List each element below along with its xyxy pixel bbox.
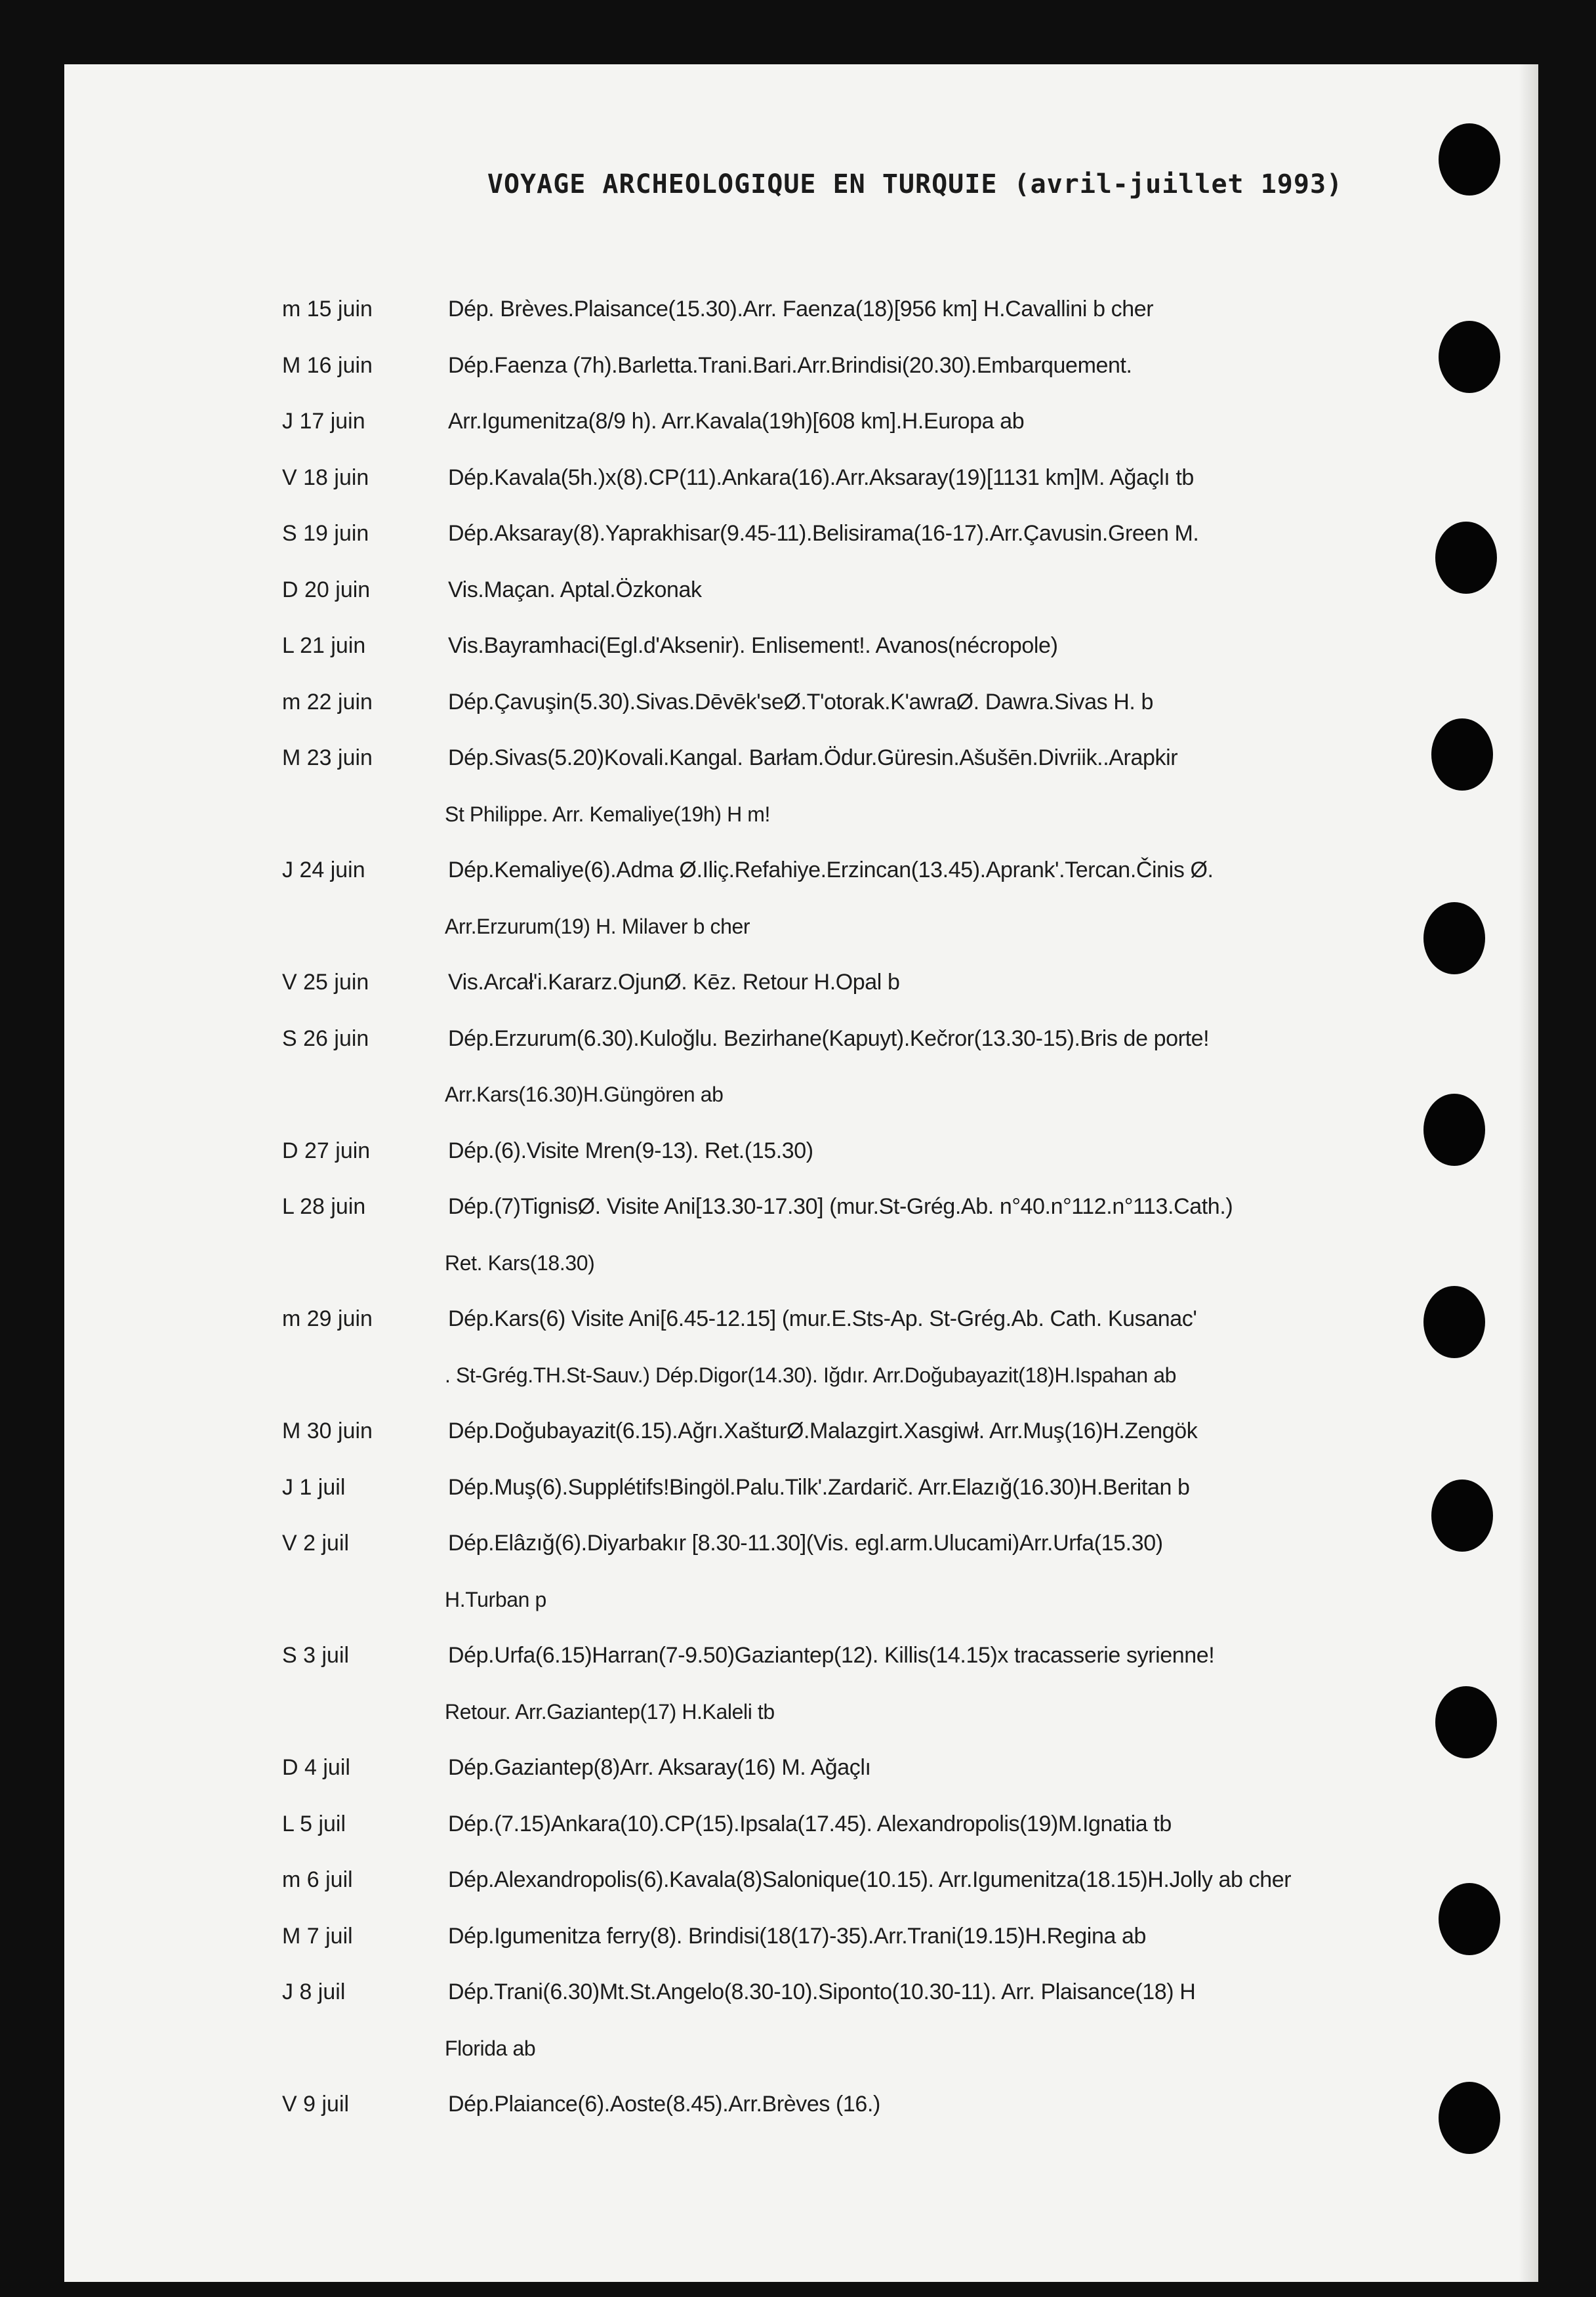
entry-text: Dép.Sivas(5.20)Kovali.Kangal. Barłam.Ödur.Güresin.Ašušēn.Divriik..Arapkir (448, 745, 1178, 770)
entry-text: Vis.Bayramhaci(Egl.d'Aksenir). Enlisement!. Avanos(nécropole) (448, 633, 1058, 658)
entry-date: J 17 juin (282, 409, 365, 434)
binder-hole (1435, 522, 1497, 594)
entry-text: Dép.Trani(6.30)Mt.St.Angelo(8.30-10).Siponto(10.30-11). Arr. Plaisance(18) H (448, 1979, 1196, 2004)
binder-hole (1439, 123, 1500, 196)
entry-date: L 21 juin (282, 633, 366, 658)
binder-hole (1423, 1094, 1485, 1166)
entry-text: Vis.Maçan. Aptal.Özkonak (448, 577, 702, 602)
entry-date: V 18 juin (282, 465, 369, 490)
entry-text: Dép.Kars(6) Visite Ani[6.45-12.15] (mur.E.Sts-Ap. St-Grég.Ab. Cath. Kusanac' (448, 1306, 1197, 1331)
entry-text: Dép.Doğubayazit(6.15).Ağrı.XašturØ.Malazgirt.Xasgiwł. Arr.Muş(16)H.Zengök (448, 1418, 1198, 1443)
entry-date: M 7 juil (282, 1923, 353, 1949)
entry-text: Arr.Igumenitza(8/9 h). Arr.Kavala(19h)[608 km].H.Europa ab (448, 409, 1025, 434)
entry-date: S 19 juin (282, 521, 369, 546)
binder-hole (1423, 902, 1485, 974)
binder-hole (1431, 718, 1493, 791)
entry-date: D 4 juil (282, 1755, 350, 1780)
entry-date: V 2 juil (282, 1531, 350, 1556)
entry-text: Dép.Elâzığ(6).Diyarbakır [8.30-11.30](Vis. egl.arm.Ulucami)Arr.Urfa(15.30) (448, 1531, 1163, 1556)
entry-text: Dép.(6).Visite Mren(9-13). Ret.(15.30) (448, 1138, 813, 1163)
entry-date: m 22 juin (282, 689, 373, 714)
entry-text: Dép.Aksaray(8).Yaprakhisar(9.45-11).Belisirama(16-17).Arr.Çavusin.Green M. (448, 521, 1199, 546)
entry-text: Dép.Igumenitza ferry(8). Brindisi(18(17)-35).Arr.Trani(19.15)H.Regina ab (448, 1923, 1147, 1949)
entry-date: S 3 juil (282, 1643, 350, 1668)
entry-text: Ret. Kars(18.30) (445, 1251, 595, 1275)
entry-date: J 1 juil (282, 1474, 346, 1500)
entry-text: . St-Grég.TH.St-Sauv.) Dép.Digor(14.30). Iğdır. Arr.Doğubayazit(18)H.Ispahan ab (445, 1363, 1176, 1387)
entry-text: Dép.(7.15)Ankara(10).CP(15).Ipsala(17.45). Alexandropolis(19)M.Ignatia tb (448, 1811, 1172, 1836)
entry-text: Dép.Kemaliye(6).Adma Ø.Iliç.Refahiye.Erzincan(13.45).Aprank'.Tercan.Činis Ø. (448, 858, 1214, 882)
entry-text: Dép.(7)TignisØ. Visite Ani[13.30-17.30] (mur.St-Grég.Ab. n°40.n°112.n°113.Cath.) (448, 1194, 1233, 1219)
entry-date: J 8 juil (282, 1979, 346, 2004)
entry-date: m 15 juin (282, 297, 373, 321)
entry-text: Dép.Erzurum(6.30).Kuloğlu. Bezirhane(Kapuyt).Kečror(13.30-15).Bris de porte! (448, 1025, 1210, 1051)
entry-text: Dép.Alexandropolis(6).Kavala(8)Salonique(10.15). Arr.Igumenitza(18.15)H.Jolly ab cher (448, 1867, 1292, 1892)
entry-text: St Philippe. Arr. Kemaliye(19h) H m! (445, 802, 771, 826)
entry-date: D 20 juin (282, 577, 371, 602)
entry-date: M 23 juin (282, 745, 373, 770)
entry-text: Dép.Urfa(6.15)Harran(7-9.50)Gaziantep(12). Killis(14.15)x tracasserie syrienne! (448, 1643, 1215, 1668)
sheet-edge-shadow (1519, 64, 1538, 2282)
entry-text: Dép.Gaziantep(8)Arr. Aksaray(16) M. Ağaçlı (448, 1755, 871, 1780)
entry-date: m 29 juin (282, 1306, 373, 1331)
entry-text: Arr.Kars(16.30)H.Güngören ab (445, 1083, 724, 1106)
binder-hole (1431, 1480, 1493, 1552)
entry-date: V 25 juin (282, 970, 369, 995)
entry-text: Dép. Brèves.Plaisance(15.30).Arr. Faenza(18)[956 km] H.Cavallini b cher (448, 297, 1154, 321)
document-title: VOYAGE ARCHEOLOGIQUE EN TURQUIE (avril-juillet 1993) (487, 169, 1343, 199)
entry-date: m 6 juil (282, 1867, 353, 1892)
binder-hole (1439, 321, 1500, 393)
entry-text: Dép.Faenza (7h).Barletta.Trani.Bari.Arr.Brindisi(20.30).Embarquement. (448, 352, 1132, 378)
entry-text: Dép.Plaiance(6).Aoste(8.45).Arr.Brèves (16.) (448, 2092, 880, 2117)
entry-text: H.Turban p (445, 1587, 546, 1611)
entry-text: Retour. Arr.Gaziantep(17) H.Kaleli tb (445, 1699, 775, 1724)
binder-hole (1423, 1286, 1485, 1358)
entry-date: M 30 juin (282, 1418, 373, 1443)
entry-date: D 27 juin (282, 1138, 371, 1163)
binder-hole (1439, 2082, 1500, 2154)
binder-hole (1439, 1883, 1500, 1955)
entry-text: Vis.Arcał'i.Kararz.OjunØ. Kēz. Retour H.Opal b (448, 970, 900, 995)
entry-text: Dép.Çavuşin(5.30).Sivas.Dēvēk'seØ.T'otorak.K'awraØ. Dawra.Sivas H. b (448, 689, 1154, 714)
entry-text: Arr.Erzurum(19) H. Milaver b cher (445, 914, 750, 938)
entry-date: V 9 juil (282, 2092, 350, 2117)
entry-date: L 5 juil (282, 1811, 346, 1836)
entry-text: Dép.Muş(6).Supplétifs!Bingöl.Palu.Tilk'.Zardarič. Arr.Elazığ(16.30)H.Beritan b (448, 1474, 1190, 1500)
entry-text: Dép.Kavala(5h.)x(8).CP(11).Ankara(16).Arr.Aksaray(19)[1131 km]M. Ağaçlı tb (448, 465, 1194, 490)
entry-text: Florida ab (445, 2036, 536, 2060)
binder-hole (1435, 1686, 1497, 1758)
entry-date: L 28 juin (282, 1194, 366, 1219)
entry-date: M 16 juin (282, 352, 373, 378)
entry-date: S 26 juin (282, 1025, 369, 1051)
entry-date: J 24 juin (282, 858, 365, 882)
